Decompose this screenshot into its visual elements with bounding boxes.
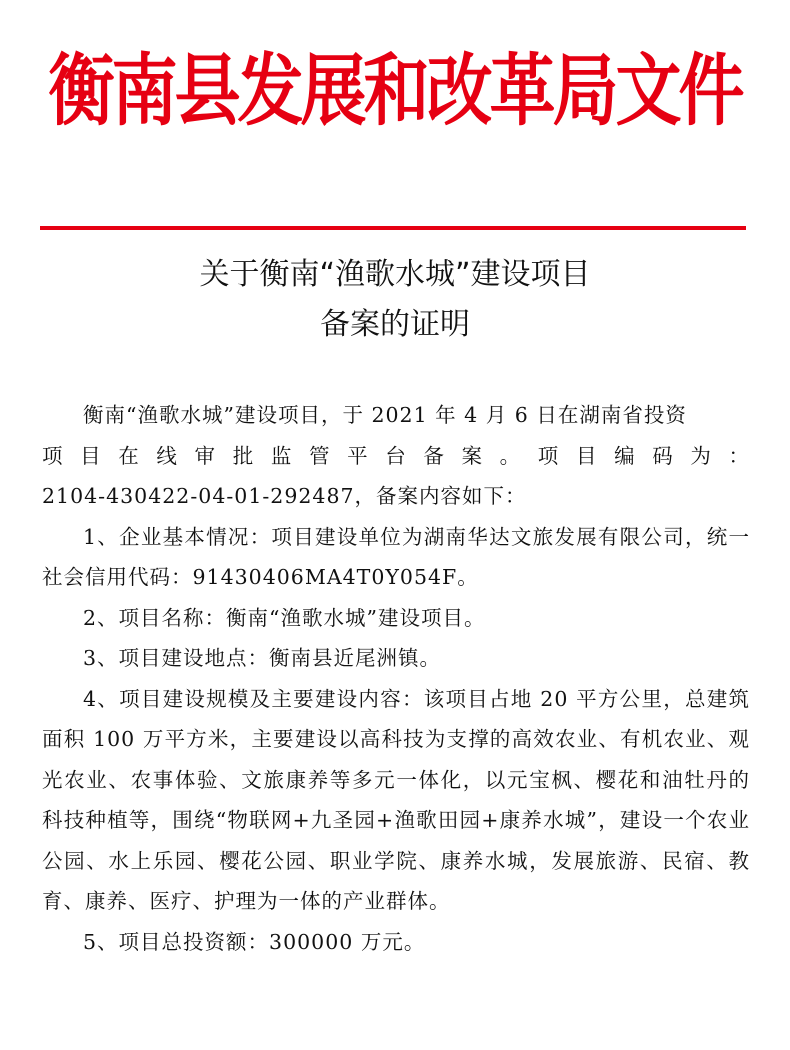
item-total-investment: 5、项目总投资额：300000 万元。 xyxy=(83,929,426,954)
document-title-line-1: 关于衡南“渔歌水城”建设项目 xyxy=(199,257,591,292)
intro-line-3: 2104-430422-04-01-292487，备案内容如下： xyxy=(42,484,527,508)
agency-header-title: 衡南县发展和改革局文件 xyxy=(48,45,742,137)
item-company-info: 1、企业基本情况：项目建设单位为湖南华达文旅发展有限公司，统一社会信用代码：91430406MA4T0Y054F。 xyxy=(42,524,750,589)
red-divider-line xyxy=(40,226,746,230)
item-project-name: 2、项目名称：衡南“渔歌水城”建设项目。 xyxy=(83,605,486,630)
item-project-scale: 4、项目建设规模及主要建设内容：该项目占地 20 平方公里，总建筑面积 100 万平方米，主要建设以高科技为支撑的高效农业、有机农业、观光农业、农事体验、文旅康养等多元一体化，以元宝枫、樱花和油牡丹的科技种植等，围绕“物联网+九圣园+渔歌田园+康养水城”，建设一个农业公园、水上乐园、樱花公园、职业学院、康养水城，发展旅游、民宿、教育、康养、医疗、护理为一体的产业群体。 xyxy=(42,686,750,913)
item-project-location: 3、项目建设地点：衡南县近尾洲镇。 xyxy=(83,646,442,670)
intro-line-2: 项目在线审批监管平台备案。项目编码为： xyxy=(42,443,750,468)
intro-line-1: 衡南“渔歌水城”建设项目，于 2021 年 4 月 6 日在湖南省投资 xyxy=(83,403,687,427)
document-body xyxy=(42,395,750,962)
document-title-line-2: 备案的证明 xyxy=(320,307,470,342)
